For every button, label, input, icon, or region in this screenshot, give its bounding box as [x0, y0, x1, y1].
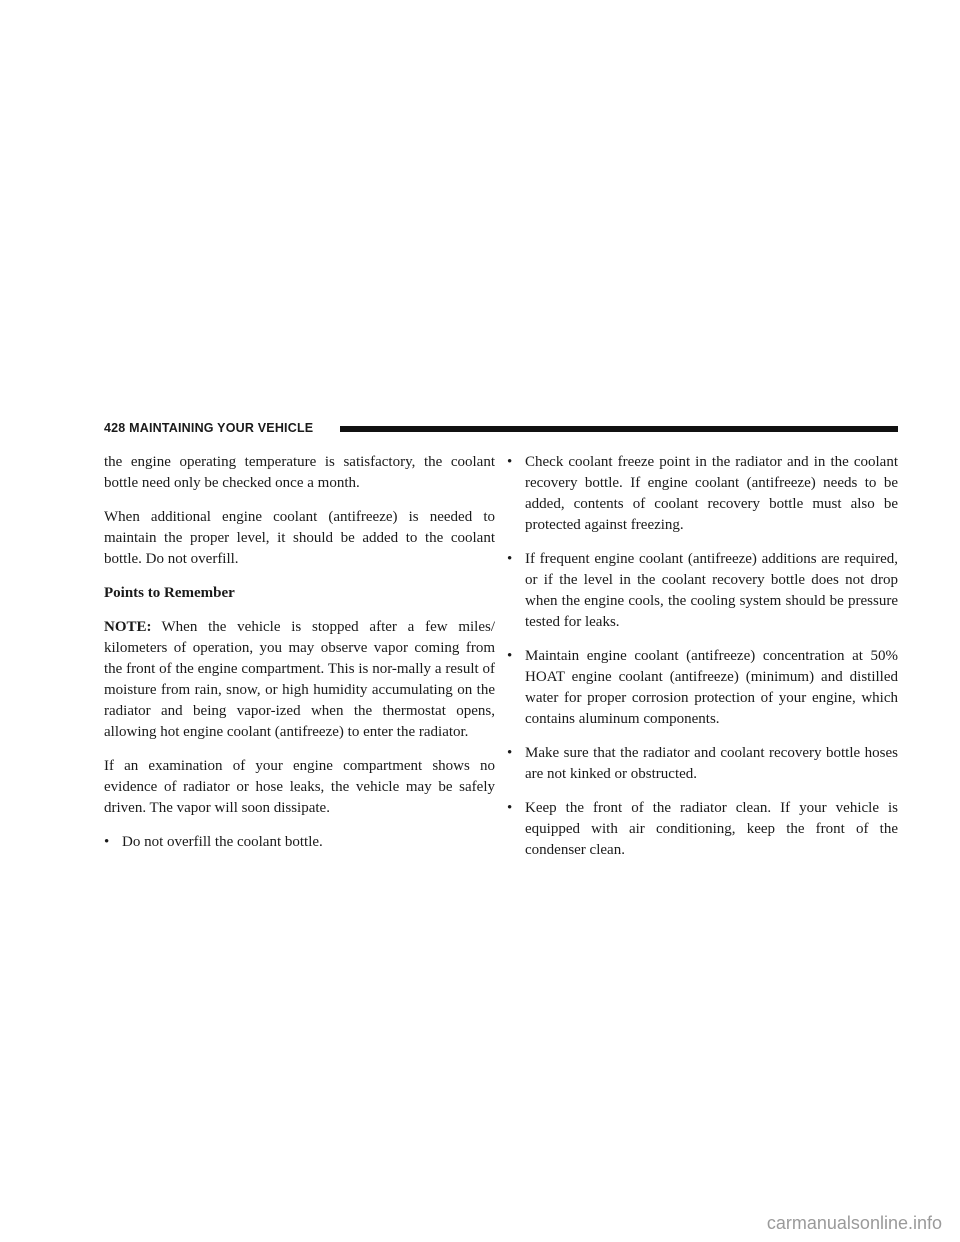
- list-item-text: Make sure that the radiator and coolant recovery bottle hoses are not kinked or obstructed.: [525, 745, 898, 782]
- note-text: When the vehicle is stopped after a few miles/ kilometers of operation, you may observe vapor coming from the front of the engine compartment. This is nor-mally a result of moisture from rain, snow, or high humidity accumulating on the radiator and being vapor-ized when the thermostat opens, allowing hot engine coolant (antifreeze) to enter the radiator.: [104, 619, 495, 740]
- left-column: [104, 452, 495, 866]
- list-item-text: Maintain engine coolant (antifreeze) concentration at 50% HOAT engine coolant (antifreeze) (minimum) and distilled water for proper corrosion protection of your engine, which contains aluminum components.: [525, 648, 898, 727]
- list-item: [507, 452, 898, 536]
- list-item-text: Keep the front of the radiator clean. If your vehicle is equipped with air conditioning, keep the front of the condenser clean.: [525, 800, 898, 858]
- right-column: [507, 452, 898, 874]
- bullet-icon: •: [507, 648, 513, 664]
- subheading: Points to Remember: [104, 585, 235, 601]
- page-header-label: 428 MAINTAINING YOUR VEHICLE: [104, 421, 321, 435]
- bullet-icon: •: [507, 551, 513, 567]
- list-item-text: Do not overfill the coolant bottle.: [122, 834, 323, 850]
- header-rule: [340, 426, 898, 432]
- paragraph: If an examination of your engine compartment shows no evidence of radiator or hose leaks, the vehicle may be safely driven. The vapor will soon dissipate.: [104, 758, 495, 816]
- bullet-icon: •: [104, 834, 110, 850]
- list-item: [507, 646, 898, 730]
- list-item-text: If frequent engine coolant (antifreeze) additions are required, or if the level in the coolant recovery bottle does not drop when the engine cools, the cooling system should be pressure tested for leaks.: [525, 551, 898, 630]
- bullet-icon: •: [507, 454, 513, 470]
- bullet-icon: •: [507, 800, 513, 816]
- list-item-text: Check coolant freeze point in the radiator and in the coolant recovery bottle. If engine coolant (antifreeze) needs to be added, contents of coolant recovery bottle must also be protected against freezing.: [525, 454, 898, 533]
- list-item: [507, 798, 898, 861]
- note-label: NOTE:: [104, 619, 152, 635]
- paragraph: When additional engine coolant (antifreeze) is needed to maintain the proper level, it should be added to the coolant bottle. Do not overfill.: [104, 509, 495, 567]
- list-item: [507, 549, 898, 633]
- note-paragraph: [104, 617, 495, 743]
- paragraph: the engine operating temperature is satisfactory, the coolant bottle need only be checked once a month.: [104, 454, 495, 491]
- bullet-icon: •: [507, 745, 513, 761]
- list-item: [507, 743, 898, 785]
- list-item: [104, 832, 495, 853]
- watermark: carmanualsonline.info: [766, 1213, 942, 1233]
- page-header: [104, 420, 898, 440]
